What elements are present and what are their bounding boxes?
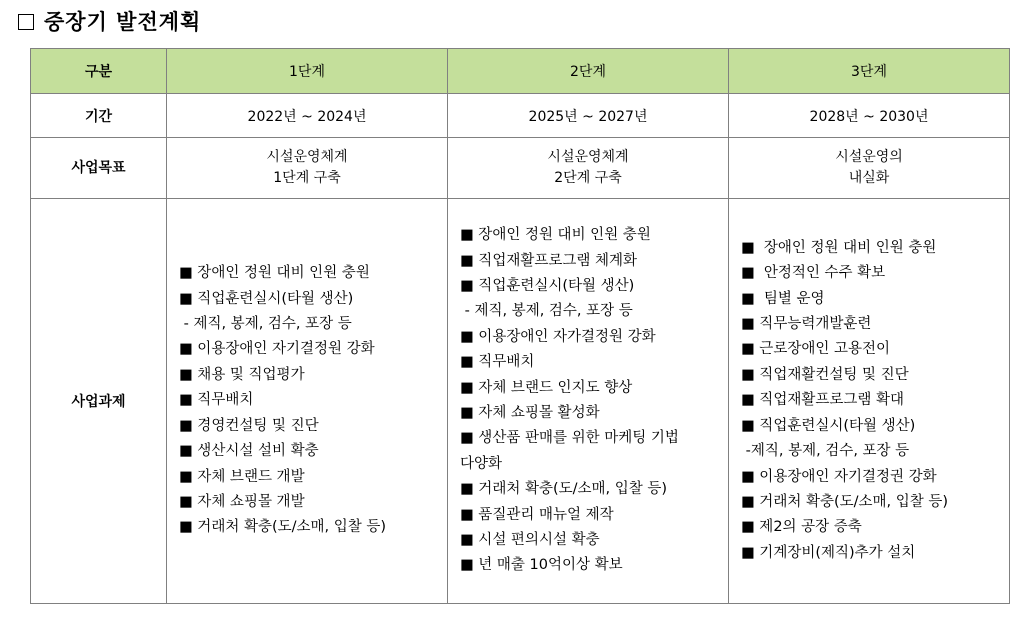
task-item: ■ 자체 브랜드 개발 [179,468,305,485]
goal-stage-3 [729,138,1010,199]
header-stage-2: 2단계 [448,49,729,94]
task-item: - 제직, 봉제, 검수, 포장 등 [179,316,352,333]
tasks-row [31,199,1010,604]
tasks-stage-2 [448,199,729,604]
task-item: ■ 이용장애인 자기결정권 강화 [741,468,937,485]
task-item: ■ 직업훈련실시(타월 생산) [179,290,354,307]
goal-stage-2 [448,138,729,199]
task-item: ■ 장애인 정원 대비 인원 충원 [741,239,937,256]
goal-stage-1-line-2: 1단계 구축 [273,170,341,186]
task-item: ■ 안정적인 수주 확보 [741,265,886,282]
development-plan-table [30,48,1010,604]
task-item: ■ 거래처 확충(도/소매, 입찰 등) [741,493,949,510]
goal-stage-2-line-2: 2단계 구축 [554,170,622,186]
page-title [18,6,201,36]
task-item: ■ 직무배치 [460,354,535,371]
task-item: -제직, 봉제, 검수, 포장 등 [741,443,910,460]
tasks-label: 사업과제 [31,199,167,604]
period-stage-3: 2028년 ~ 2030년 [729,94,1010,138]
goal-stage-2-line-1: 시설운영체계 [547,149,629,165]
task-item: ■ 근로장애인 고용전이 [741,341,890,358]
task-item: ■ 장애인 정원 대비 인원 충원 [179,265,370,282]
goal-label: 사업목표 [31,138,167,199]
task-item: ■ 제2의 공장 증축 [741,519,862,536]
task-item: ■ 직업재활프로그램 확대 [741,392,904,409]
task-item: ■ 직무능력개발훈련 [741,316,872,333]
task-item: - 제직, 봉제, 검수, 포장 등 [460,303,633,320]
checkbox-icon [18,14,34,30]
tasks-stage-3 [729,199,1010,604]
task-item: ■ 년 매출 10억이상 확보 [460,557,623,574]
task-item: ■ 장애인 정원 대비 인원 충원 [460,227,651,244]
goal-row [31,138,1010,199]
task-item: ■ 품질관리 매뉴얼 제작 [460,506,614,523]
task-item: ■ 자체 쇼핑몰 활성화 [460,405,600,421]
task-item: ■ 거래처 확충(도/소매, 입찰 등) [460,481,668,498]
task-list-stage-2 [448,223,728,579]
task-item: ■ 직업재활프로그램 체계화 [460,252,637,269]
goal-stage-1-line-1: 시설운영체계 [266,149,348,165]
task-item: ■ 거래처 확충(도/소매, 입찰 등) [179,519,387,536]
task-item: ■ 채용 및 직업평가 [179,366,305,383]
table-header-row [31,49,1010,94]
task-item: ■ 자체 브랜드 인지도 향상 [460,379,633,396]
task-item: ■ 생산시설 설비 확충 [179,443,319,460]
header-stage-3: 3단계 [729,49,1010,94]
task-item: ■ 경영컨설팅 및 진단 [179,417,319,434]
task-list-stage-3 [729,236,1009,566]
tasks-stage-1 [167,199,448,604]
task-item: ■ 이용장애인 자기결정원 강화 [179,341,375,358]
period-stage-2: 2025년 ~ 2027년 [448,94,729,138]
goal-stage-3-line-2: 내실화 [848,170,890,186]
header-label: 구분 [31,49,167,94]
goal-stage-1 [167,138,448,199]
task-item: ■ 생산품 판매를 위한 마케팅 기법 [460,430,679,447]
header-stage-1: 1단계 [167,49,448,94]
task-item: ■ 기계장비(제직)추가 설치 [741,544,916,561]
period-row [31,94,1010,138]
task-item: ■ 직업훈련실시(타월 생산) [460,277,635,294]
goal-stage-3-line-1: 시설운영의 [835,149,903,165]
task-item: ■ 직업재활컨설팅 및 진단 [741,366,909,383]
task-item: ■ 이용장애인 자가결정원 강화 [460,328,656,345]
task-item: ■ 직업훈련실시(타월 생산) [741,417,916,434]
task-item: ■ 직무배치 [179,392,254,409]
task-item: ■ 자체 쇼핑몰 개발 [179,493,305,510]
period-stage-1: 2022년 ~ 2024년 [167,94,448,138]
page-title-text: 중장기 발전계획 [44,10,202,34]
period-label: 기간 [31,94,167,138]
task-item: 다양화 [460,455,503,472]
task-item: ■ 시설 편의시설 확충 [460,532,600,549]
task-list-stage-1 [167,261,447,540]
task-item: ■ 팀별 운영 [741,290,825,307]
